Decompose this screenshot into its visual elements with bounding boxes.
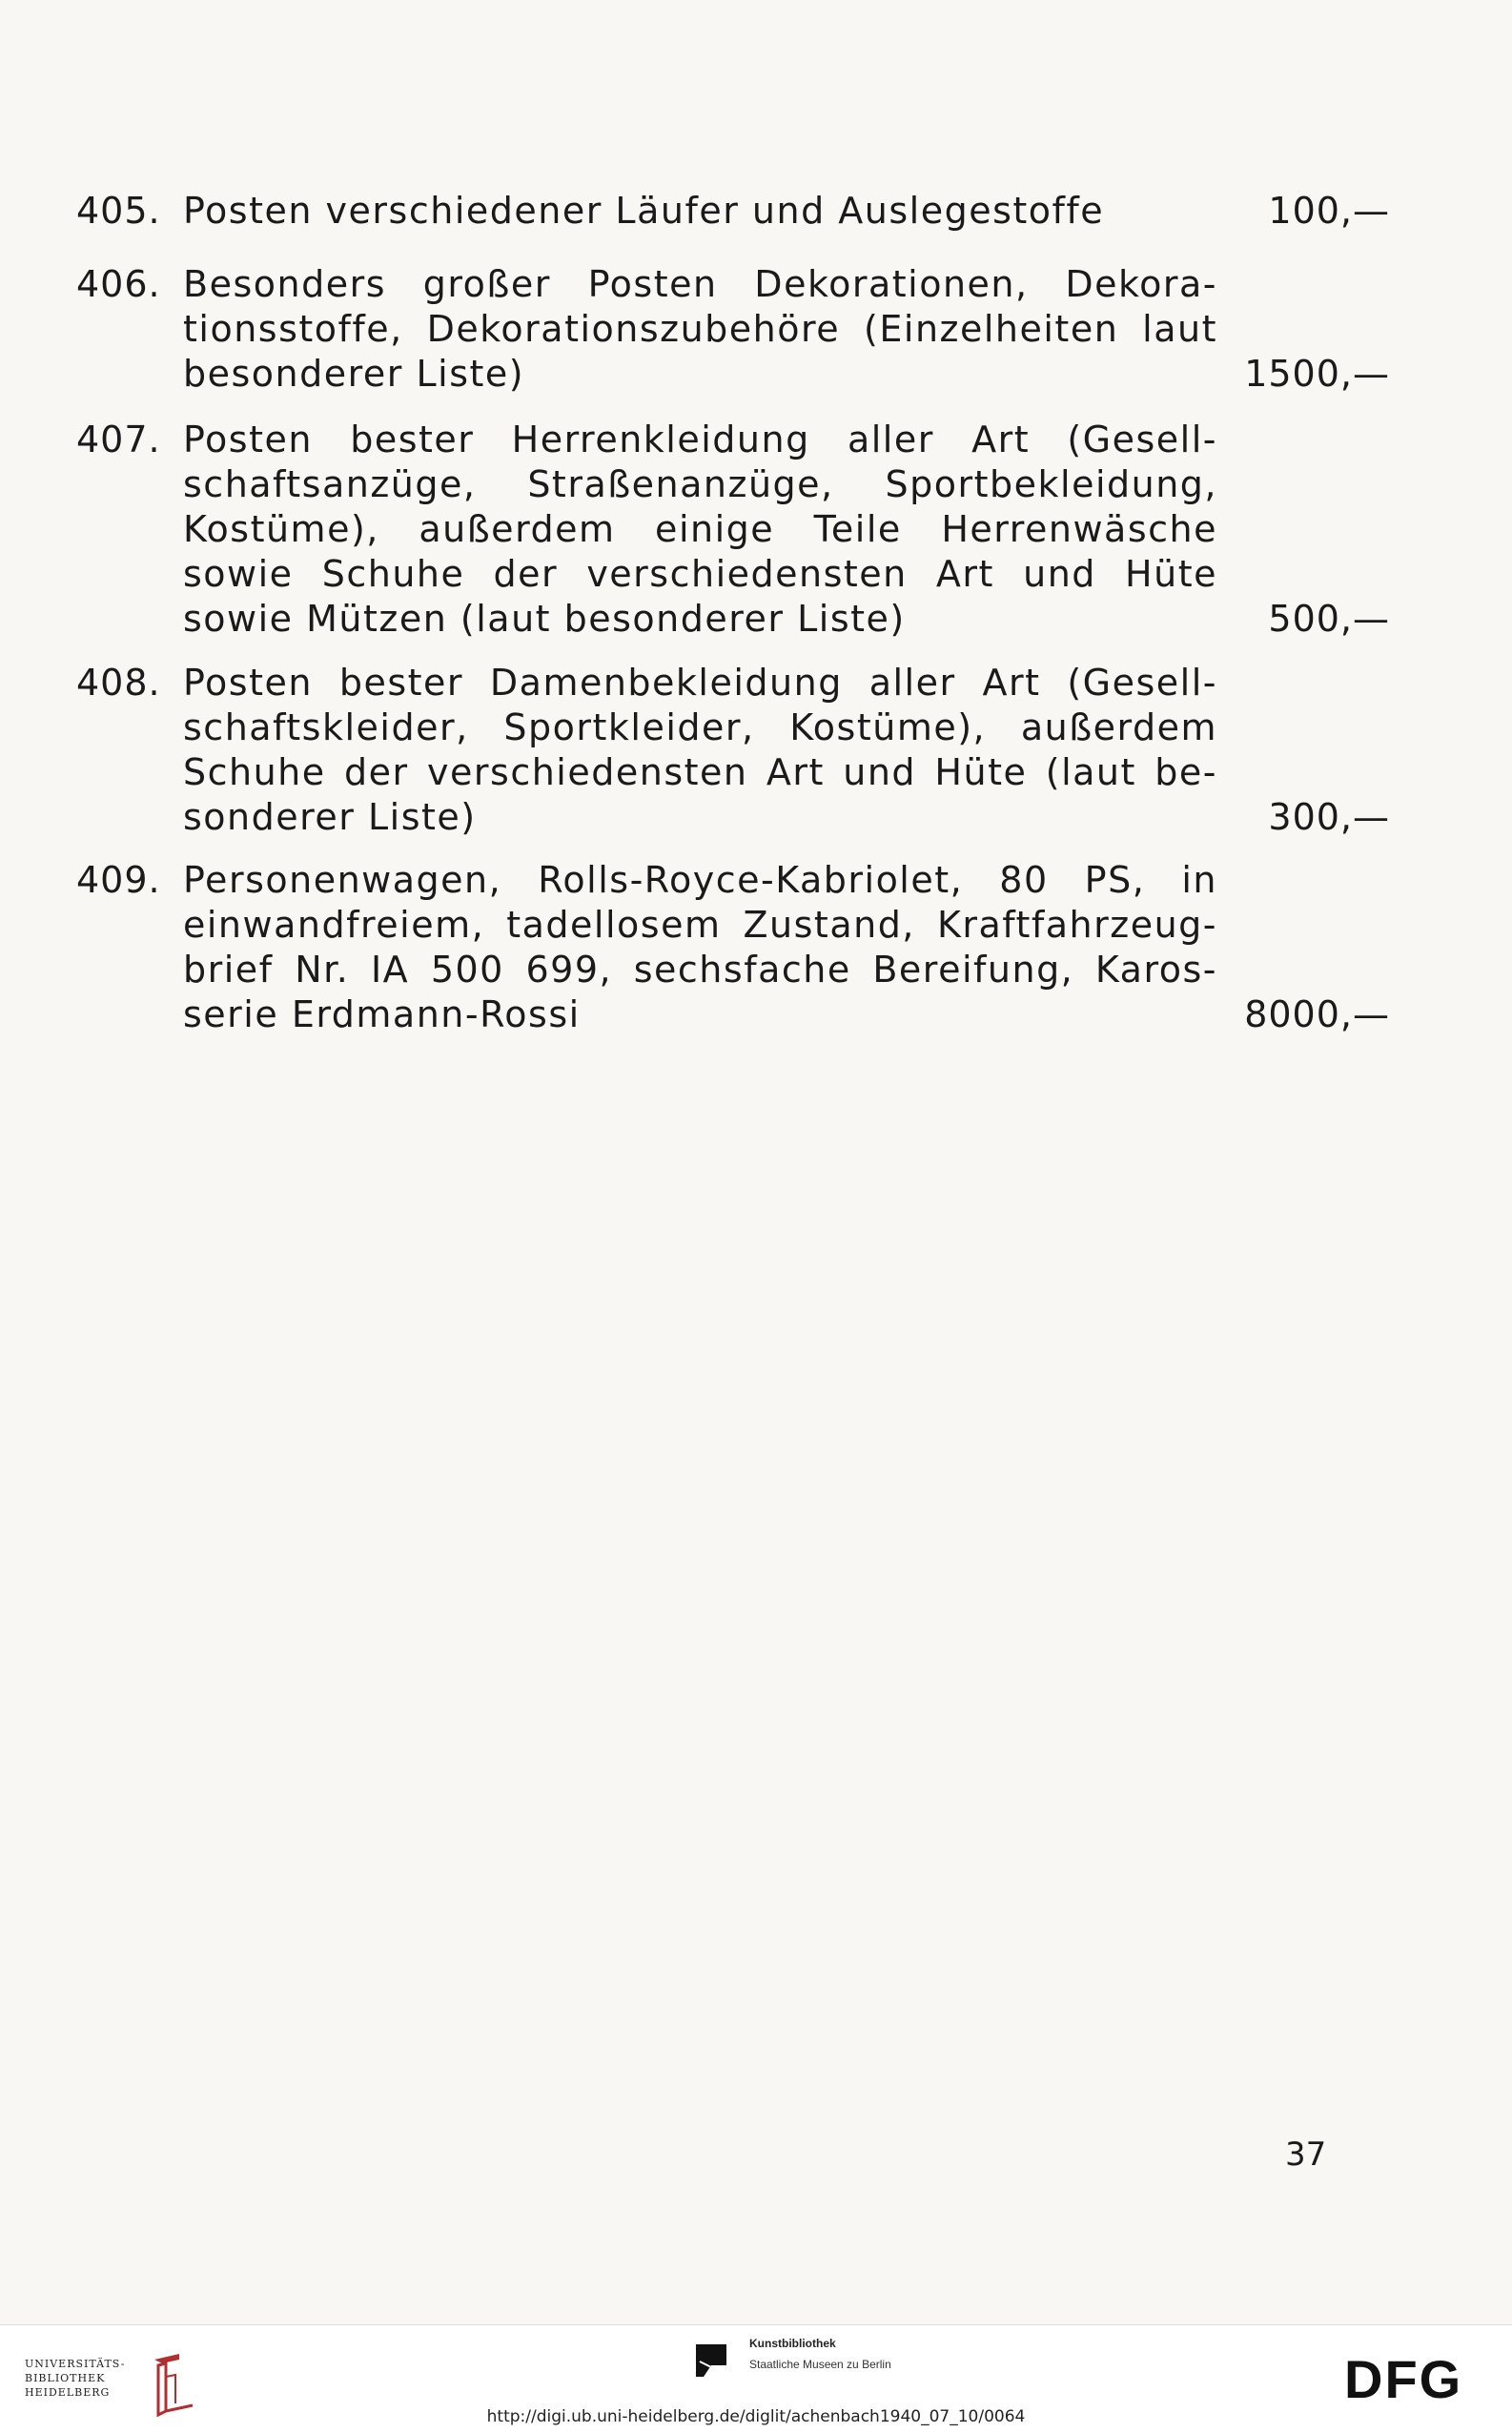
entry-line: brief Nr. IA 500 699, sechsfache Bereifung, Karos- — [183, 949, 1217, 991]
entry-line: Schuhe der verschiedensten Art und Hüte (laut be- — [183, 751, 1217, 793]
entry-line: Personenwagen, Rolls-Royce-Kabriolet, 80 PS, in — [183, 859, 1217, 901]
entry-line: serie Erdmann-Rossi — [183, 993, 581, 1035]
kunstbibliothek-subtitle: Staatliche Museen zu Berlin — [749, 2358, 891, 2371]
entry-line: Besonders großer Posten Dekorationen, Dekora- — [183, 263, 1217, 305]
entry-description — [183, 262, 1217, 397]
entry-price: 100,— — [1268, 190, 1390, 232]
entry-line: sowie Schuhe der verschiedensten Art und Hüte — [183, 553, 1217, 595]
entry-line: sowie Mützen (laut besonderer Liste) — [183, 598, 906, 640]
entry-line: schaftskleider, Sportkleider, Kostüme), außerdem — [183, 706, 1217, 748]
entry-line: sonderer Liste) — [183, 796, 477, 838]
entry-price: 300,— — [1268, 796, 1390, 838]
entry-line: tionsstoffe, Dekorationszubehöre (Einzelheiten laut — [183, 308, 1217, 350]
ub-logo-line: UNIVERSITÄTS- — [25, 2358, 126, 2370]
entry-price: 8000,— — [1244, 993, 1390, 1035]
permalink-url[interactable]: http://digi.ub.uni-heidelberg.de/diglit/achenbach1940_07_10/0064 — [486, 2407, 1026, 2426]
catalog-entry-407 — [76, 418, 1390, 646]
entry-line: Kostüme), außerdem einige Teile Herrenwäsche — [183, 508, 1217, 550]
entry-number: 408. — [76, 662, 161, 704]
entry-line: besonderer Liste) — [183, 353, 525, 395]
entry-line: Posten bester Herrenkleidung aller Art (Gesell- — [183, 419, 1217, 460]
entry-price: 1500,— — [1244, 353, 1390, 395]
entry-number: 407. — [76, 419, 161, 460]
entry-number: 406. — [76, 263, 161, 305]
entry-number: 405. — [76, 190, 161, 232]
dfg-logo[interactable]: DFG — [1344, 2349, 1463, 2409]
entry-number: 409. — [76, 859, 161, 901]
digitization-footer — [0, 2324, 1512, 2433]
ub-logo-line: HEIDELBERG — [25, 2386, 111, 2399]
ub-heidelberg-logo[interactable] — [25, 2352, 196, 2409]
entry-line: Posten verschiedener Läufer und Auslegestoffe — [183, 190, 1105, 232]
entry-line: Posten bester Damenbekleidung aller Art (Gesell- — [183, 662, 1217, 704]
catalog-entry-406 — [76, 262, 1390, 400]
entry-line: schaftsanzüge, Straßenanzüge, Sportbekleidung, — [183, 463, 1217, 505]
page-number: 37 — [1285, 2136, 1327, 2174]
entry-description — [183, 189, 1217, 234]
ub-logo-line: BIBLIOTHEK — [25, 2372, 106, 2384]
catalog-entry-409 — [76, 858, 1390, 1041]
kunstbibliothek-title: Kunstbibliothek — [749, 2337, 836, 2350]
catalog-entry-408 — [76, 661, 1390, 844]
catalog-entry-405 — [76, 189, 1390, 236]
entry-description — [183, 418, 1217, 642]
kunstbibliothek-logo-icon — [690, 2339, 732, 2381]
entry-description — [183, 858, 1217, 1037]
entry-description — [183, 661, 1217, 840]
entry-line: einwandfreiem, tadellosem Zustand, Kraftfahrzeug- — [183, 904, 1217, 946]
entry-price: 500,— — [1268, 598, 1390, 640]
